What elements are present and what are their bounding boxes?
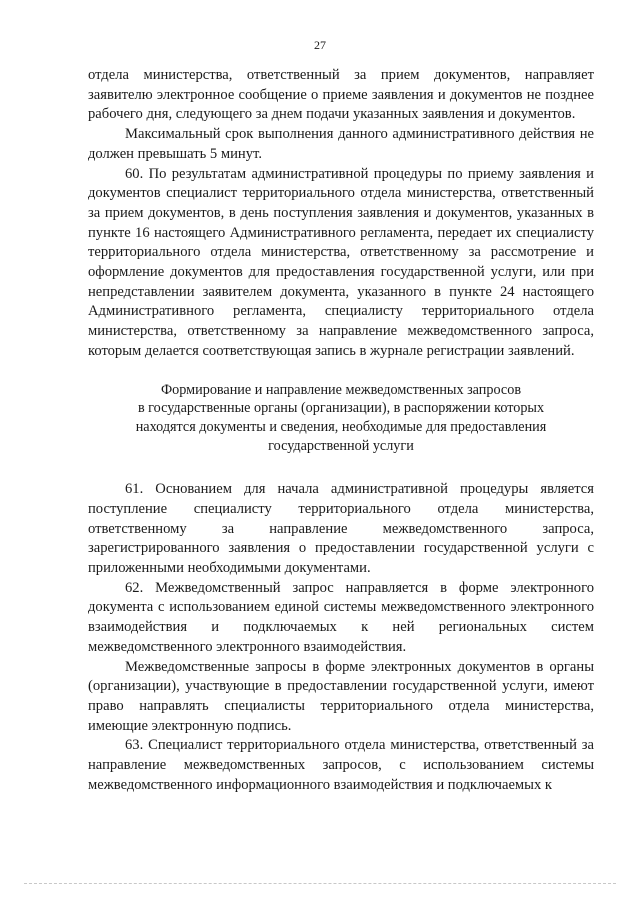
paragraph-62: 62. Межведомственный запрос направляется в форме электронного документа с использованием единой системы межведомственного электронного взаимодействия и подключаемых к ней региональных систем межведомственного электронного взаимодействия. xyxy=(88,579,594,655)
page-number: 27 xyxy=(314,38,326,52)
spacer xyxy=(88,362,594,381)
section-heading-line: государственной услуги xyxy=(268,438,414,455)
paragraph-continuation: отдела министерства, ответственный за прием документов, направляет заявителю электронное сообщение о приеме заявления и документов не позднее рабочего дня, следующего за днем подачи указанных заявления и документов. xyxy=(88,67,594,123)
scan-edge-marks xyxy=(24,883,616,888)
paragraph-max-time: Максимальный срок выполнения данного административного действия не должен превышать 5 минут. xyxy=(88,126,594,162)
section-heading-line: Формирование и направление межведомственных запросов xyxy=(160,381,522,398)
spacer xyxy=(88,456,594,480)
section-heading-line: находятся документы и сведения, необходимые для предоставления xyxy=(135,419,547,436)
section-heading-line: в государственные органы (организации), в распоряжении которых xyxy=(137,400,545,417)
document-body xyxy=(88,66,594,795)
paragraph-63: 63. Специалист территориального отдела министерства, ответственный за направление межведомственных запросов, с использованием системы межведомственного информационного взаимодействия и подключаемых к xyxy=(88,737,594,793)
paragraph-61: 61. Основанием для начала административной процедуры является поступление специалисту территориального отдела министерства, ответственному за направление межведомственного запроса, зарегистрированного заявления о предоставлении государственной услуги с приложенными необходимыми документами. xyxy=(88,481,594,576)
section-heading xyxy=(88,381,594,457)
paragraph-62-electronic: Межведомственные запросы в форме электронных документов в органы (организации), участвующие в предоставлении государственной услуги, имеют право направлять специалисты территориального отдела министерства, имеющие электронную подпись. xyxy=(88,658,594,734)
paragraph-60: 60. По результатам административной процедуры по приему заявления и документов специалист территориального отдела министерства, ответственный за прием документов, в день поступления заявления и документов, указанных в пункте 16 настоящего Административного регламента, передает их специалисту территориального отдела министерства, ответственному за рассмотрение и оформление документов для предоставления государственной услуги, или при непредставлении заявителем документа, указанного в пункте 24 настоящего Административного регламента, специалисту территориального отдела министерства, ответственному за направление межведомственного запроса, которым делается соответствующая запись в журнале регистрации заявлений. xyxy=(88,165,594,359)
